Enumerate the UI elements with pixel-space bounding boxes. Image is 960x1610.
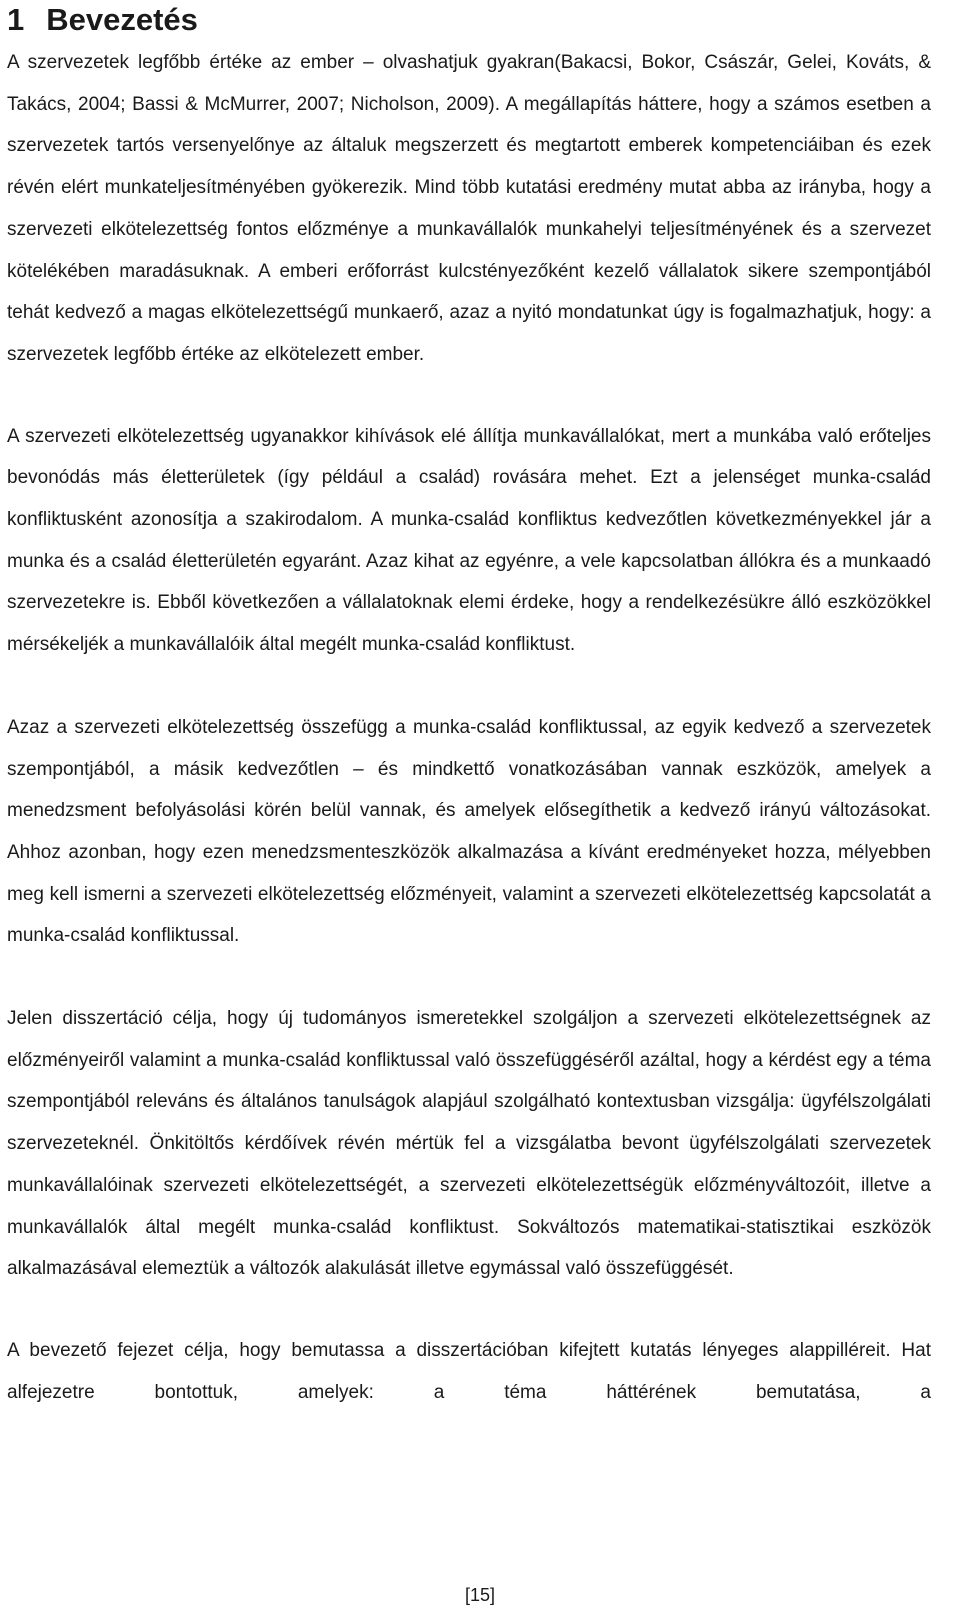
paragraph-5: A bevezető fejezet célja, hogy bemutassa a disszertációban kifejtett kutatás lényeges alappilléreit. Hat alfejezetre bontottuk, amelyek: a téma háttérének bemutatása, a [7,1339,931,1403]
paragraph-2: A szervezeti elkötelezettség ugyanakkor kihívások elé állítja munkavállalókat, mert a munkába való erőteljes bevonódás más életterületek (így például a család) rovására mehet. Ezt a jelenséget munka-család konfliktusként azonosítja a szakirodalom. A munka-család konfliktus kedvezőtlen következményekkel jár a munka és a család életterületén egyaránt. Azaz kihat az egyénre, a vele kapcsolatban állókra és a munkaadó szervezetekre is. Ebből következően a vállalatoknak elemi érdeke, hogy a rendelkezésükre álló eszközökkel mérsékeljék a munkavállalóik által megélt munka-család konfliktust. [7,425,931,656]
chapter-number: 1 [7,2,25,37]
paragraph-4: Jelen disszertáció célja, hogy új tudományos ismeretekkel szolgáljon a szervezeti elkötelezettségnek az előzményeiről valamint a munka-család konfliktussal való összefüggéséről azáltal, hogy a kérdést egy a téma szempontjából releváns és általános tanulságok alapjául szolgálható kontextusban vizsgálja: ügyfélszolgálati szervezeteknél. Önkitöltős kérdőívek révén mértük fel a vizsgálatba bevont ügyfélszolgálati szervezetek munkavállalóinak szervezeti elkötelezettségét, a szervezeti elkötelezettségük előzményváltozóit, illetve a munkavállalók által megélt munka-család konfliktust. Sokváltozós matematikai-statisztikai eszközök alkalmazásával elemeztük a változók alakulását illetve egymással való összefüggését. [7,1008,931,1280]
chapter-title: Bevezetés [46,2,198,37]
document-page [7,0,931,1413]
paragraph-1: A szervezetek legfőbb értéke az ember – olvashatjuk gyakran(Bakacsi, Bokor, Császár, Gelei, Kováts, & Takács, 2004; Bassi & McMurrer, 2007; Nicholson, 2009). A megállapítás háttere, hogy a számos esetben a szervezetek tartós versenyelőnye az általuk megszerzett és megtartott emberek kompetenciáiban és ezek révén elért munkateljesítményében gyökerezik. Mind több kutatási eredmény mutat abba az irányba, hogy a szervezeti elkötelezettség fontos előzménye a munkavállalók munkahelyi teljesítményének és a szervezet kötelékében maradásuknak. A emberi erőforrást kulcstényezőként kezelő vállalatok sikere szempontjából tehát kedvező a magas elkötelezettségű munkaerő, azaz a nyitó mondatunkat úgy is fogalmazhatjuk, hogy: a szervezetek legfőbb értéke az elkötelezett ember. [7,52,931,365]
chapter-heading [7,0,931,42]
paragraph-3: Azaz a szervezeti elkötelezettség összefügg a munka-család konfliktussal, az egyik kedvező a szervezetek szempontjából, a másik kedvezőtlen – és mindkettő vonatkozásában vannak eszközök, amelyek a menedzsment befolyásolási körén belül vannak, és amelyek elősegíthetik a kedvező irányú változásokat. Ahhoz azonban, hogy ezen menedzsmenteszközök alkalmazása a kívánt eredményeket hozza, mélyebben meg kell ismerni a szervezeti elkötelezettség előzményeit, valamint a szervezeti elkötelezettség kapcsolatát a munka-család konfliktussal. [7,716,931,947]
page-number: [15] [464,1585,496,1605]
